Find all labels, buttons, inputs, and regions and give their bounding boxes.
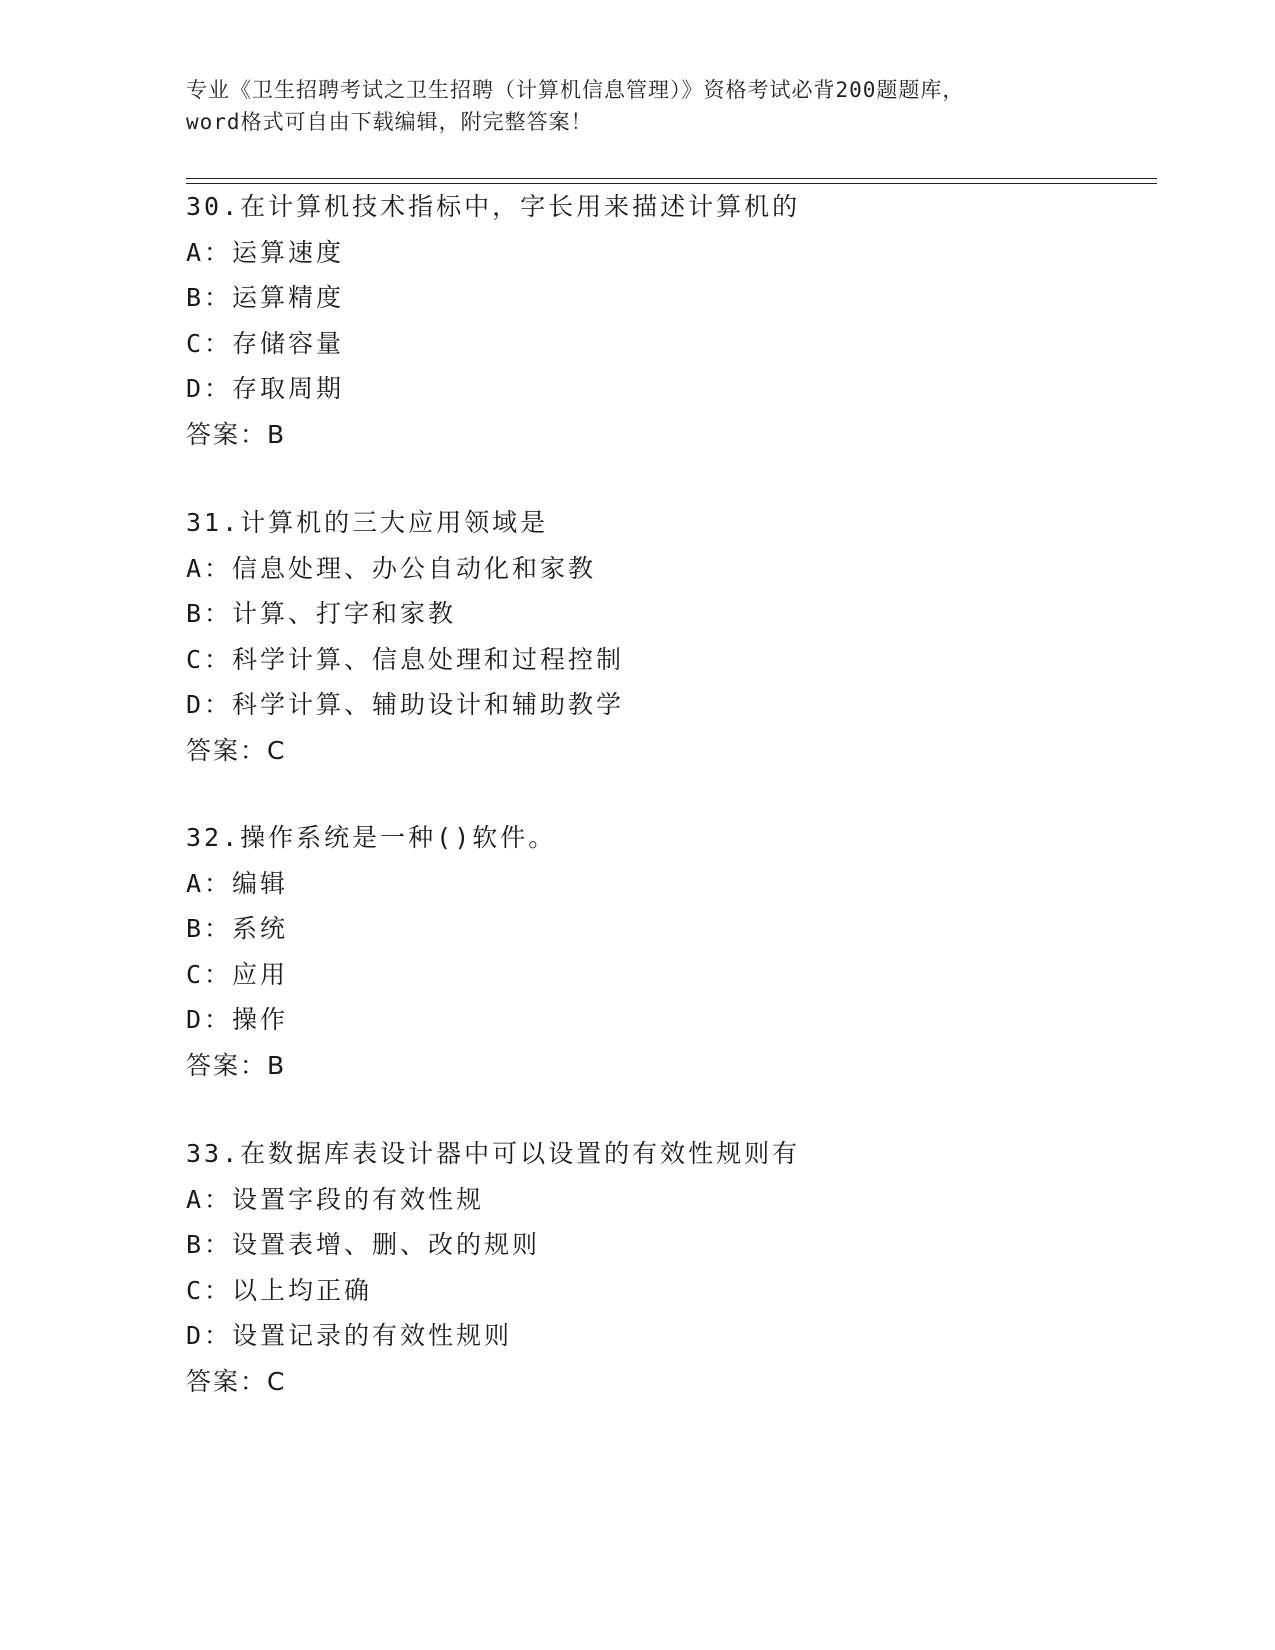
option-b: B：系统 (186, 914, 289, 943)
question-stem: 31.计算机的三大应用领域是 (186, 508, 549, 537)
option-a: A：编辑 (186, 868, 289, 898)
option-c: C：应用 (186, 959, 289, 989)
option-b: B：运算精度 (186, 283, 345, 312)
option-b: B：计算、打字和家教 (186, 599, 457, 628)
question-stem: 30.在计算机技术指标中，字长用来描述计算机的 (186, 192, 801, 221)
option-a: A：信息处理、办公自动化和家教 (186, 553, 597, 583)
option-d: D：存取周期 (186, 374, 345, 403)
option-c: C：科学计算、信息处理和过程控制 (186, 644, 625, 674)
option-d: D：科学计算、辅助设计和辅助教学 (186, 690, 625, 719)
option-a: A：运算速度 (186, 237, 345, 267)
answer-line: 答案：B (186, 419, 287, 449)
answer-line: 答案：C (186, 1366, 287, 1396)
option-d: D：设置记录的有效性规则 (186, 1321, 513, 1350)
header-divider-top (186, 178, 1157, 179)
answer-line: 答案：C (186, 735, 287, 765)
question-block (186, 500, 1146, 773)
option-a: A：设置字段的有效性规 (186, 1184, 485, 1214)
option-b: B：设置表增、删、改的规则 (186, 1230, 541, 1259)
question-block (186, 815, 1146, 1088)
option-c: C：存储容量 (186, 328, 345, 358)
question-stem: 32.操作系统是一种()软件。 (186, 823, 557, 852)
header-title-line-2: word格式可自由下载编辑，附完整答案！ (186, 110, 593, 134)
answer-line: 答案：B (186, 1050, 287, 1080)
option-d: D：操作 (186, 1005, 289, 1034)
option-c: C：以上均正确 (186, 1275, 373, 1305)
question-block (186, 1131, 1146, 1404)
question-stem: 33.在数据库表设计器中可以设置的有效性规则有 (186, 1139, 801, 1168)
question-block (186, 184, 1146, 457)
document-header (186, 74, 1106, 138)
header-title-line-1: 专业《卫生招聘考试之卫生招聘（计算机信息管理）》资格考试必背200题题库， (186, 78, 965, 102)
